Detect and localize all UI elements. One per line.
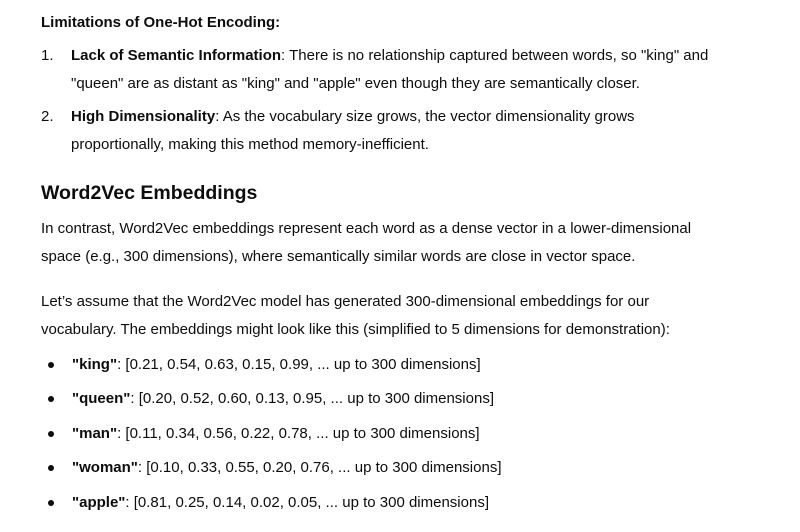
- embedding-vector: : [0.10, 0.33, 0.55, 0.20, 0.76, ... up to 300 dimensions]: [137, 459, 502, 476]
- bullet-dot: [48, 465, 54, 471]
- bullet-dot: [48, 500, 54, 506]
- limitation-term: High Dimensionality: [71, 108, 216, 125]
- embedding-vector: : [0.11, 0.34, 0.56, 0.22, 0.78, ... up to 300 dimensions]: [117, 425, 480, 442]
- paragraph-line: Let’s assume that the Word2Vec model has generated 300-dimensional embeddings for our: [41, 293, 650, 310]
- embedding-word: "queen": [72, 390, 131, 407]
- embedding-vector: : [0.21, 0.54, 0.63, 0.15, 0.99, ... up to 300 dimensions]: [117, 356, 481, 373]
- limitations-title: Limitations of One-Hot Encoding:: [41, 14, 281, 31]
- embedding-word: "woman": [72, 459, 138, 476]
- list-number: 1.: [41, 47, 54, 64]
- paragraph-assume: [41, 288, 670, 344]
- embedding-vector: : [0.81, 0.25, 0.14, 0.02, 0.05, ... up to 300 dimensions]: [125, 494, 489, 511]
- limitation-text-continued: "queen" are as distant as "king" and "apple" even though they are semantically closer.: [71, 75, 640, 92]
- limitation-item-1: [41, 42, 709, 92]
- list-number: 2.: [41, 108, 54, 125]
- limitation-text: : As the vocabulary size grows, the vector dimensionality grows: [215, 108, 635, 125]
- limitation-text: : There is no relationship captured between words, so "king" and: [281, 47, 709, 64]
- paragraph-line: vocabulary. The embeddings might look like this (simplified to 5 dimensions for demonstration):: [41, 321, 670, 338]
- bullet-dot: [48, 362, 54, 368]
- paragraph-line: In contrast, Word2Vec embeddings represent each word as a dense vector in a lower-dimensional: [41, 220, 692, 237]
- limitation-text-continued: proportionally, making this method memory-inefficient.: [71, 136, 429, 153]
- embedding-word: "king": [72, 356, 118, 373]
- embedding-vector: : [0.20, 0.52, 0.60, 0.13, 0.95, ... up to 300 dimensions]: [130, 390, 494, 407]
- paragraph-contrast: [41, 215, 691, 271]
- limitation-term: Lack of Semantic Information: [71, 47, 282, 64]
- paragraph-line: space (e.g., 300 dimensions), where semantically similar words are close in vector space.: [41, 248, 636, 265]
- embedding-word: "apple": [72, 494, 126, 511]
- bullet-dot: [48, 431, 54, 437]
- bullet-dot: [48, 396, 54, 402]
- embedding-word: "man": [72, 425, 118, 442]
- limitation-item-2: [41, 103, 635, 153]
- section-heading: Word2Vec Embeddings: [41, 182, 258, 204]
